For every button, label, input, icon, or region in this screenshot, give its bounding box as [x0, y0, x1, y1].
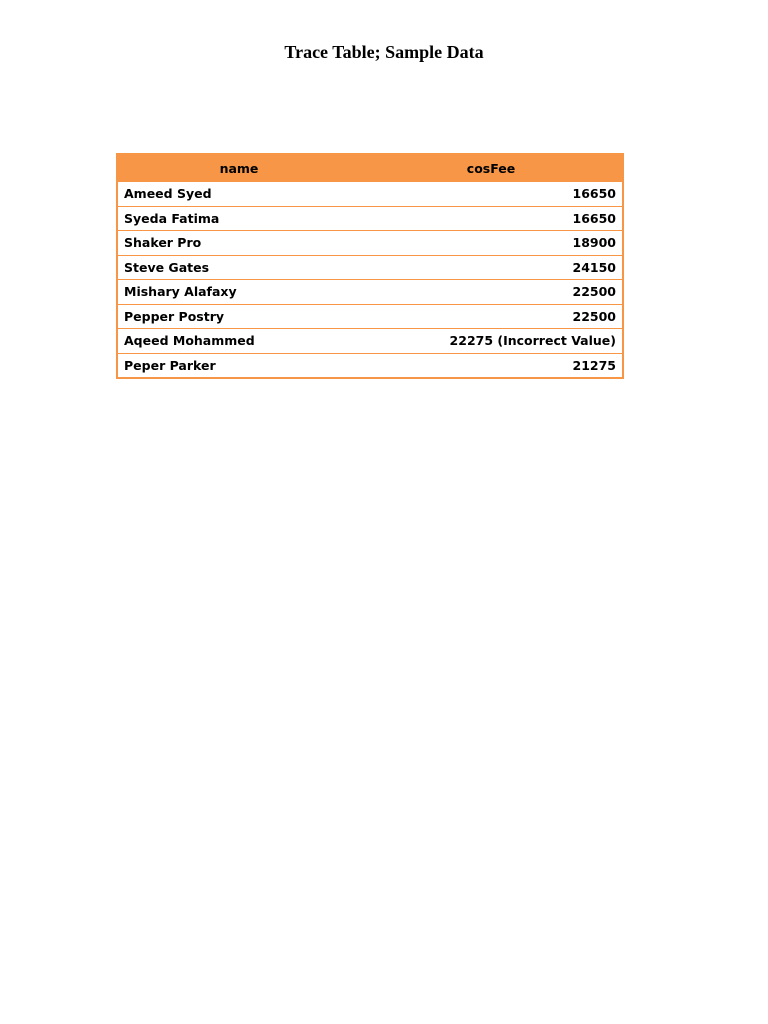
page-title: Trace Table; Sample Data — [284, 42, 484, 62]
cosfee-cell: 24150 — [360, 255, 623, 280]
table-row — [117, 280, 623, 305]
cosfee-cell: 22500 — [360, 304, 623, 329]
cosfee-cell: 22275 (Incorrect Value) — [360, 329, 623, 354]
cosfee-cell: 22500 — [360, 280, 623, 305]
column-header-name: name — [117, 154, 360, 182]
table-row — [117, 206, 623, 231]
table-row — [117, 353, 623, 378]
name-cell: Mishary Alafaxy — [117, 280, 360, 305]
table-header-row — [117, 154, 623, 182]
cosfee-cell: 16650 — [360, 182, 623, 207]
table-row — [117, 255, 623, 280]
name-cell: Aqeed Mohammed — [117, 329, 360, 354]
table-row — [117, 231, 623, 256]
table-row — [117, 182, 623, 207]
table-row — [117, 304, 623, 329]
name-cell: Steve Gates — [117, 255, 360, 280]
name-cell: Pepper Postry — [117, 304, 360, 329]
cosfee-cell: 21275 — [360, 353, 623, 378]
name-cell: Peper Parker — [117, 353, 360, 378]
cosfee-cell: 16650 — [360, 206, 623, 231]
name-cell: Shaker Pro — [117, 231, 360, 256]
name-cell: Syeda Fatima — [117, 206, 360, 231]
table-row — [117, 329, 623, 354]
cosfee-cell: 18900 — [360, 231, 623, 256]
name-cell: Ameed Syed — [117, 182, 360, 207]
trace-table — [116, 153, 624, 379]
column-header-cosfee: cosFee — [360, 154, 623, 182]
